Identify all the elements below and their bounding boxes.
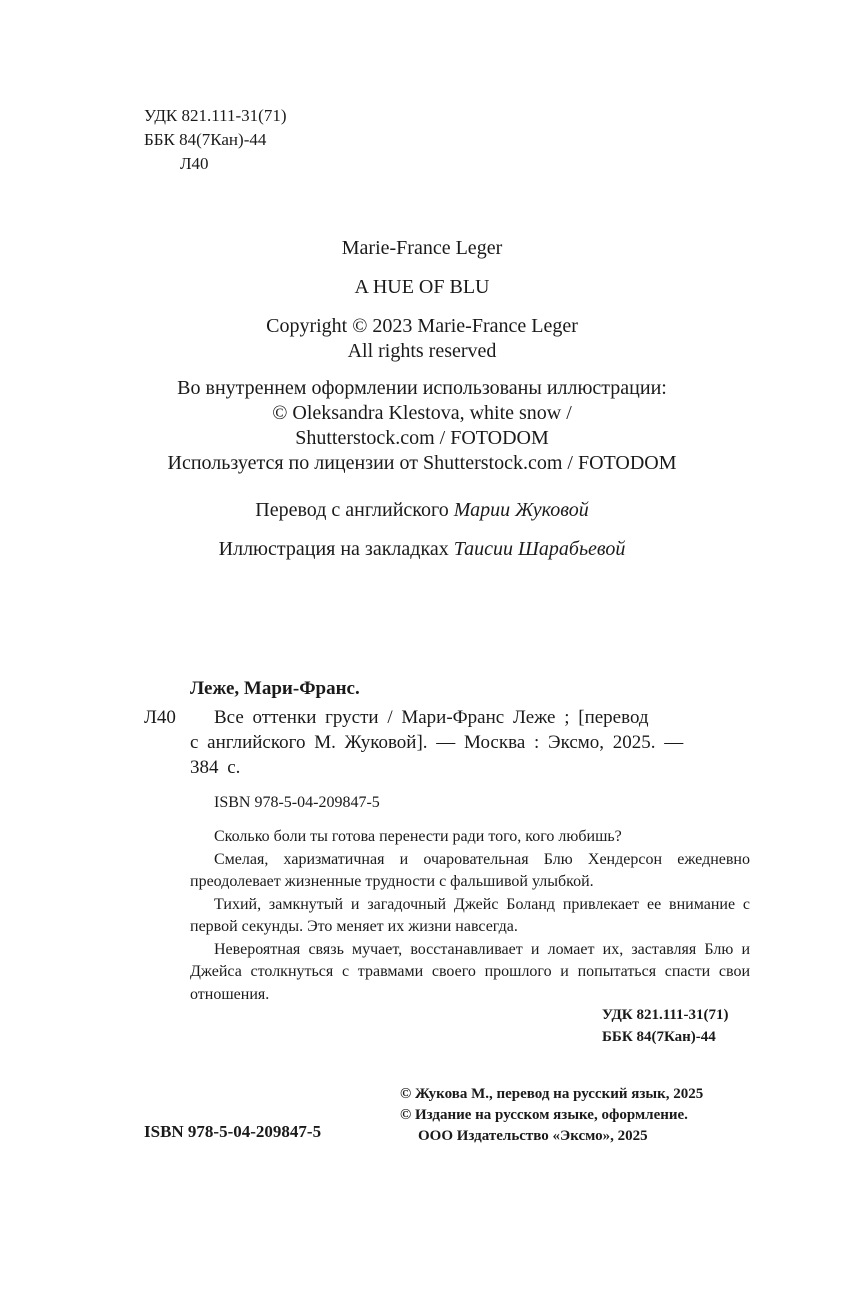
translator-name: Марии Жуковой [453, 499, 589, 521]
annotation-paragraph: Смелая, харизматичная и очаровательная Блю Хендерсон ежедневно преодолевает жизненные трудности с фальшивой улыбкой. [190, 850, 750, 890]
record-line-1: Все оттенки грусти / Мари-Франс Леже ; [перевод [214, 707, 649, 728]
annotation-paragraph: Невероятная связь мучает, восстанавливает и ломает их, заставляя Блю и Джейса столкнуться с травмами своего прошлого и попытаться спасти свои отношения. [190, 940, 750, 1003]
udk-code: УДК 821.111-31(71) [144, 106, 287, 125]
copyright-line: Copyright © 2023 Marie-France Leger [266, 315, 578, 337]
illustrations-credit: © Oleksandra Klestova, white snow / [272, 402, 572, 424]
annotation-paragraph: Тихий, замкнутый и загадочный Джейс Боланд привлекает ее внимание с первой секунды. Это меняет их жизни навсегда. [190, 895, 750, 935]
publisher-line: ООО Издательство «Эксмо», 2025 [418, 1128, 648, 1144]
bbk-code-bottom: ББК 84(7Кан)-44 [602, 1029, 716, 1045]
rights-reserved: All rights reserved [347, 340, 497, 362]
original-author: Marie-France Leger [341, 237, 503, 259]
isbn-footer: ISBN 978-5-04-209847-5 [144, 1122, 322, 1141]
bibliographic-record [144, 676, 750, 815]
bookmark-prefix: Иллюстрация на закладках [218, 538, 449, 560]
record-code: Л40 [144, 707, 176, 728]
copyright-notices [400, 1084, 703, 1147]
record-line-2: с английского М. Жуковой]. — Москва : Эксмо, 2025. — [190, 732, 684, 753]
original-title: A HUE OF BLU [354, 276, 490, 298]
translation-prefix: Перевод с английского [255, 499, 449, 521]
classification-codes-top [144, 104, 286, 176]
classification-codes-bottom [602, 1004, 729, 1048]
original-edition-credits [0, 236, 844, 562]
bookmark-credit [0, 537, 844, 562]
author-mark: Л40 [180, 154, 209, 173]
bookmark-artist: Таисии Шарабьевой [453, 538, 626, 560]
license-line: Используется по лицензии от Shutterstock.com / FOTODOM [167, 452, 677, 474]
record-isbn: ISBN 978-5-04-209847-5 [214, 794, 380, 811]
record-author: Леже, Мари-Франс. [190, 678, 360, 699]
annotation-paragraph: Сколько боли ты готова перенести ради того, кого любишь? [214, 828, 622, 845]
bbk-code: ББК 84(7Кан)-44 [144, 130, 267, 149]
copyright-edition: © Издание на русском языке, оформление. [400, 1107, 688, 1123]
translation-credit [0, 498, 844, 523]
annotation [190, 826, 750, 1006]
udk-code-bottom: УДК 821.111-31(71) [602, 1007, 729, 1023]
record-main-row [144, 705, 750, 730]
illustrations-source: Shutterstock.com / FOTODOM [295, 427, 549, 449]
illustrations-intro: Во внутреннем оформлении использованы иллюстрации: [177, 377, 667, 399]
copyright-translation: © Жукова М., перевод на русский язык, 2025 [400, 1086, 704, 1102]
record-line-3: 384 с. [190, 757, 241, 778]
